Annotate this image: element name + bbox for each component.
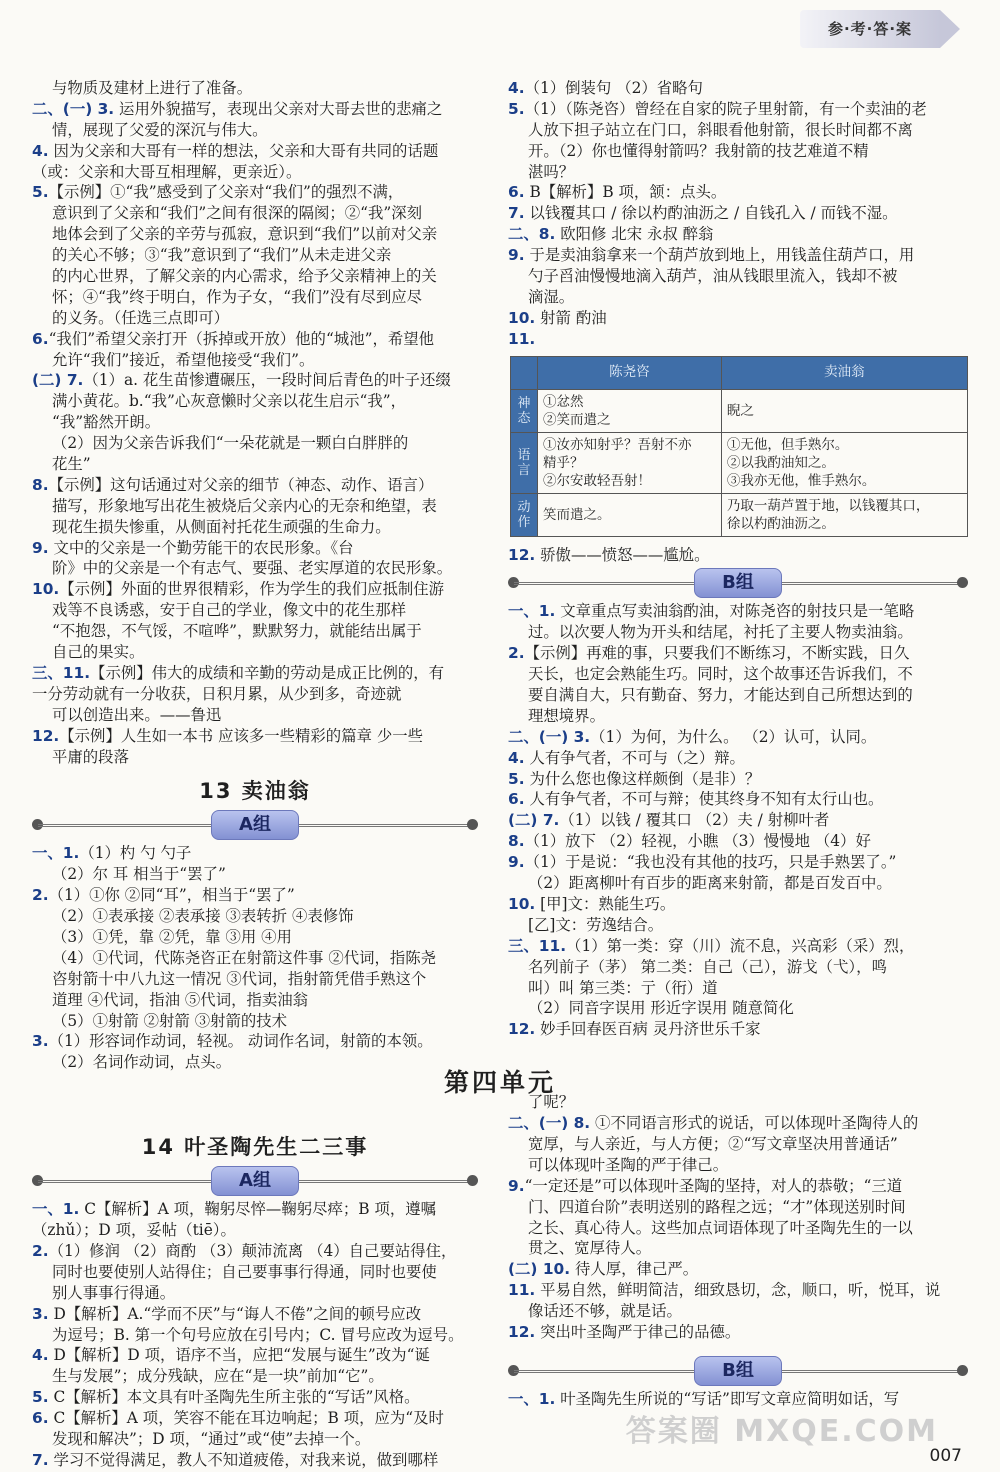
answer-line: 天长，也定会熟能生巧。同时，这个故事还告诉我们，不 (528, 665, 913, 684)
answer-line: 的义务。（任选三点即可） (52, 308, 229, 327)
answer-line: 宽厚，与人亲近，与人方便；②“写文章坚决用普通话” (528, 1134, 898, 1153)
table-cell-line: ②笑而遣之 (543, 411, 611, 428)
section-14-answers (32, 1199, 478, 1471)
right-answers-mid (508, 545, 968, 566)
table-cell (721, 432, 967, 493)
answer-line: （2）名词作动词，点头。 (52, 1053, 232, 1072)
table-row (511, 432, 968, 493)
answer-line: （5）①射箭 ②射箭 ③射箭的技术 (52, 1011, 288, 1030)
right-answers-bottom (508, 1092, 968, 1343)
table-cell (721, 389, 967, 432)
answer-line: 12. 妙手回春医百病 灵丹济世乐千家 (508, 1020, 761, 1039)
answer-line: 10. 射箭 酌油 (508, 308, 607, 327)
answer-line: 的关心不够；③“我”意识到了“我们”从未走进父亲 (52, 246, 392, 265)
right-column (508, 78, 968, 1410)
answer-line: 6. 人有争气者，不可与辩；使其终身不知有太行山也。 (508, 790, 884, 809)
answer-line: 9.“一定还是”可以体现叶圣陶的坚持，对人的恭敬；“三道 (508, 1176, 903, 1195)
table-row-label: 语言 (511, 432, 538, 493)
watermark: 答案圈 MXQE.COM (625, 1414, 938, 1449)
answer-line: (二) 7.（1）a. 花生苗惨遭碾压，一段时间后青色的叶子还缀 (32, 371, 451, 390)
answer-line: “不抱怨，不气馁，不喧哗”，默默努力，就能结出属于 (52, 622, 422, 641)
answer-line: 的内心世界，了解父亲的内心需求，给予父亲精神上的关 (52, 267, 437, 286)
answer-line: 7. 以钱覆其口 / 徐以杓酌油沥之 / 自钱孔入 / 而钱不湿。 (508, 204, 898, 223)
answer-line: （2）距离柳叶有百步的距离来射箭，都是百发百中。 (528, 874, 892, 893)
answer-line: 5. 为什么您也像这样颇倒（是非）？ (508, 769, 761, 788)
unit-title: 第四单元 (443, 1068, 556, 1097)
table-cell-line: 笑而遣之。 (543, 506, 611, 523)
answer-line: 12. 突出叶圣陶严于律己的品德。 (508, 1322, 741, 1341)
section-13-answers (32, 843, 478, 1073)
answer-line: 三、11.（1）第一类：穿（川）流不息，兴高彩（采）烈， (508, 936, 915, 955)
answer-line: 9.（1）于是说：“我也没有其他的技巧，只是手熟罢了。” (508, 853, 897, 872)
answer-line: 理想境界。 (528, 706, 605, 725)
answer-line: (二) 10. 待人厚，律己严。 (508, 1260, 699, 1279)
left-column (32, 78, 478, 1471)
table-cell-line: 徐以杓酌油沥之。 (726, 515, 835, 532)
answer-line: 与物质及建材上进行了准备。 (52, 79, 253, 97)
answer-line: 12. 骄傲——愤怒——尴尬。 (508, 545, 710, 564)
answer-line: （4）①代词，代陈尧咨正在射箭这件事 ②代词，指陈尧 (52, 948, 437, 967)
answer-line: 2.【示例】再难的事，只要我们不断练习，不断实践，日久 (508, 644, 910, 663)
table-row-label: 神态 (511, 389, 538, 432)
answer-line: 5. C【解析】本文具有叶圣陶先生所主张的“写话”风格。 (32, 1388, 420, 1407)
header-arrow-icon (940, 10, 960, 48)
answer-line: 花生” (52, 455, 91, 474)
table-cell-line: 睨之 (726, 402, 754, 419)
answer-line: 道理 ④代词，指油 ⑤代词，指卖油翁 (52, 990, 309, 1009)
character-comparison-table (510, 356, 968, 537)
answer-line: 可以体现叶圣陶的严于律己。 (528, 1155, 729, 1174)
answer-line: 可以创造出来。——鲁迅 (52, 705, 222, 724)
answer-line: 戏等不良诱惑，安于自己的学业，像文中的花生那样 (52, 601, 406, 620)
table-cell-line: ②尔安敢轻吾射！ (543, 472, 651, 489)
answer-line: 2.（1）修润 （2）商酌 （3）颠沛流离 （4）自己要站得住， (32, 1241, 457, 1260)
answer-line: 8.（1）放下 （2）轻视，小瞧 （3）慢慢地 （4）好 (508, 832, 871, 851)
answer-line: 4. 人有争气者，不可与（之）辩。 (508, 748, 745, 767)
table-cell-line: ③我亦无他，惟手熟尔。 (726, 472, 876, 489)
answer-line: （2）同音字误用 形近字误用 随意简化 (528, 999, 794, 1018)
answer-line: 二、8. 欧阳修 北宋 永叔 醉翁 (508, 225, 714, 244)
answer-line: 了呢？ (528, 1093, 575, 1112)
table-corner (511, 356, 538, 389)
answer-line: 三、11.【示例】伟大的成绩和辛勤的劳动是成正比例的，有 (32, 663, 445, 682)
table-cell (538, 493, 722, 536)
group-b-label: B组 (694, 1356, 782, 1386)
section-14-title: 14 叶圣陶先生二三事 (141, 1135, 369, 1160)
page-number: 007 (929, 1446, 962, 1466)
answer-line: 阶》中的父亲是一个有志气、要强、老实厚道的农民形象。 (52, 559, 453, 578)
answer-line: 3. D【解析】A.“学而不厌”与“诲人不倦”之间的顿号应改 (32, 1304, 422, 1323)
answer-line: 满小黄花。b.“我”心灰意懒时父亲以花生启示“我”， (52, 392, 407, 411)
answer-line: 意识到了父亲和“我们”之间有很深的隔阂；②“我”深刻 (52, 204, 423, 223)
answer-line: 10. [甲]文：熟能生巧。 (508, 894, 676, 913)
answer-line: 要自满自大，只有勤奋、努力，才能达到自己所想达到的 (528, 686, 913, 705)
right-answers-top (508, 78, 968, 350)
table-cell-line: ①无他，但手熟尔。 (726, 436, 849, 453)
answer-line: 5.【示例】①“我”感受到了父亲对“我们”的强烈不满， (32, 183, 404, 202)
answer-line: 贯之、宽厚待人。 (528, 1239, 652, 1258)
answer-line: 名列前子（茅） 第二类：自己（己），游戈（弋），鸣 (528, 957, 887, 976)
answer-line: 过。以次要人物为开头和结尾，衬托了主要人物卖油翁。 (528, 623, 913, 642)
answer-line: 9. 文中的父亲是一个勤劳能干的农民形象。《台 (32, 538, 354, 557)
table-row-label: 动作 (511, 493, 538, 536)
answer-line: 二、(一) 8. ①不同语言形式的说话，可以体现叶圣陶待人的 (508, 1114, 919, 1133)
table-cell-line: ①忿然 (543, 393, 584, 410)
answer-line: 一、1. 叶圣陶先生所说的“写话”即写文章应简明如话，写 (508, 1389, 900, 1408)
answer-line: 滴湿。 (528, 287, 575, 306)
bullet-dot-icon (957, 1365, 968, 1376)
answer-line: 发现和解决”；D 项，“通过”或“使”去掉一个。 (52, 1429, 371, 1448)
table-header-chen: 陈尧咨 (538, 356, 722, 389)
answer-line: 一、1. C【解析】A 项，鞠躬尽悴—鞠躬尽瘁；B 项，遵嘱 (32, 1200, 437, 1219)
table-cell-line: 精乎？ (543, 454, 584, 471)
group-b-bar (508, 567, 968, 597)
bullet-dot-icon (957, 577, 968, 588)
answer-line: 同时也要使别人站得住；自己要事事行得通，同时也要使 (52, 1262, 437, 1281)
table-cell (538, 432, 722, 493)
answer-line: 别人事事行得通。 (52, 1283, 176, 1302)
answer-line: 像话还不够，就是话。 (528, 1302, 682, 1321)
bullet-dot-icon (467, 819, 478, 830)
bullet-dot-icon (467, 1175, 478, 1186)
table-cell-line: 乃取一葫芦置于地，以钱覆其口， (726, 497, 930, 514)
table-header-oilman: 卖油翁 (721, 356, 967, 389)
group-a-bar (32, 1165, 478, 1195)
answer-line: 现花生损失惨重，从侧面衬托花生顽强的生命力。 (52, 517, 391, 536)
answer-line: 6. C【解析】A 项，笑容不能在耳边响起；B 项，应为“及时 (32, 1409, 444, 1428)
table-cell (721, 493, 967, 536)
answer-line: 二、(一) 3. 运用外貌描写，表现出父亲对大哥去世的悲痛之 (32, 99, 443, 118)
answer-line: 情，展现了父爱的深沉与伟大。 (52, 120, 268, 139)
answer-line: 5.（1）（陈尧咨）曾经在自家的院子里射箭，有一个卖油的老 (508, 99, 927, 118)
answer-line: 地体会到了父亲的辛劳与孤寂，意识到“我们”以前对父亲 (52, 225, 438, 244)
group-b-answers (508, 601, 968, 1040)
table-row (511, 389, 968, 432)
answer-line: （zhǔ）；D 项，妥帖（tiē）。 (32, 1221, 236, 1240)
answer-line: 允许“我们”接近，希望他接受“我们”。 (52, 350, 315, 369)
answer-line: 一分劳动就有一分收获，日积月累，从少到多，奇迹就 (32, 684, 402, 703)
header-label: 参·考·答·案 (800, 10, 940, 48)
answer-line: 12.【示例】人生如一本书 应该多一些精彩的篇章 少一些 (32, 726, 424, 745)
group-b-label: B组 (694, 568, 782, 598)
answer-line: 6. B【解析】B 项，颔：点头。 (508, 183, 727, 202)
answer-line: 二、(一) 3.（1）为何，为什么。 （2）认可，认同。 (508, 727, 877, 746)
answer-line: 之长、真心待人。这些加点词语体现了叶圣陶先生的一以 (528, 1218, 913, 1237)
answer-line: 3.（1）形容词作动词，轻视。 动词作名词，射箭的本领。 (32, 1032, 433, 1051)
group-a-bar (32, 809, 478, 839)
table-row (511, 493, 968, 536)
answer-line: （3）①凭，靠 ②凭，靠 ③用 ④用 (52, 927, 292, 946)
answer-line: 8.【示例】这句话通过对父亲的细节（神态、动作、语言） (32, 475, 434, 494)
left-answers-top (32, 78, 478, 767)
answer-line: （2）因为父亲告诉我们“一朵花就是一颗白白胖胖的 (52, 434, 409, 453)
answer-line: （或：父亲和大哥互相理解，更亲近）。 (32, 162, 302, 181)
group-a-label: A组 (211, 810, 299, 840)
answer-line: 2.（1）①你 ②同“耳”，相当于“罢了” (32, 886, 295, 905)
answer-line: 11. 平易自然，鲜明简洁，细致恳切，念，顺口，听，悦耳，说 (508, 1281, 941, 1300)
answer-line: 一、1.（1）杓 勺 勺子 (32, 844, 192, 863)
answer-line: 4. 因为父亲和大哥有一样的想法，父亲和大哥有共同的话题 (32, 141, 439, 160)
answer-line: [乙]文：劳逸结合。 (528, 915, 664, 934)
answer-line: （2）尔 耳 相当于“罢了” (52, 865, 226, 884)
answer-line: 10.【示例】外面的世界很精彩，作为学生的我们应抵制住游 (32, 580, 445, 599)
answer-line: 6.“我们”希望父亲打开（拆掉或开放）他的“城池”，希望他 (32, 329, 435, 348)
page-header (0, 0, 1000, 60)
section-13-title: 13 卖油翁 (199, 779, 311, 804)
group-a-label: A组 (211, 1166, 299, 1196)
answer-line: 11. (508, 329, 536, 348)
table-cell-line: ②以我酌油知之。 (726, 454, 835, 471)
answer-line: 4.（1）倒装句 （2）省略句 (508, 79, 703, 97)
answer-line: 咨射箭十中八九这一情况 ③代词，指射箭凭借手熟这个 (52, 969, 427, 988)
answer-line: 湛吗？ (528, 162, 575, 181)
table-cell-line: ①汝亦知射乎？吾射不亦 (543, 436, 692, 453)
answer-line: （2）①表承接 ②表承接 ③表转折 ④表修饰 (52, 907, 354, 926)
answer-line: 叫）叫 第三类：亍（衎）道 (528, 978, 718, 997)
answer-line: “我”豁然开朗。 (52, 413, 161, 432)
answer-line: 门、四道台阶”表明送别的路程之远；“才”体现送别时间 (528, 1197, 906, 1216)
answer-line: 开。（2）你也懂得射箭吗？我射箭的技艺难道不精 (528, 141, 869, 160)
answer-line: 怀；④“我”终于明白，作为子女，“我们”没有尽到应尽 (52, 287, 423, 306)
answer-line: 自己的果实。 (52, 643, 145, 662)
answer-line: 人放下担子站立在门口，斜眼看他射箭，很长时间都不离 (528, 120, 913, 139)
answer-line: 勺子舀油慢慢地滴入葫芦，油从钱眼里流入，钱却不被 (528, 267, 898, 286)
answer-line: 为逗号；B. 第一个句号应放在引号内；C. 冒号应改为逗号。 (52, 1325, 464, 1344)
answer-line: 平庸的段落 (52, 747, 129, 766)
answer-line: 描写，形象地写出花生被烧后父亲内心的无奈和绝望，表 (52, 496, 437, 515)
answer-line: (二) 7.（1）以钱 / 覆其口 （2）夫 / 射柳叶者 (508, 811, 830, 830)
answer-line: 一、1. 文章重点写卖油翁酌油，对陈尧咨的射技只是一笔略 (508, 602, 915, 621)
answer-line: 生与发展”；成分残缺，应在“是一块”前加“它”。 (52, 1367, 384, 1386)
answer-line: 4. D【解析】D 项，语序不当，应把“发展与诞生”改为“诞 (32, 1346, 430, 1365)
group-b-bar (508, 1355, 968, 1385)
answer-line: 9. 于是卖油翁拿来一个葫芦放到地上，用钱盖住葫芦口，用 (508, 246, 915, 265)
table-cell (538, 389, 722, 432)
answer-line: 7. 学习不觉得满足，教人不知道疲倦，对我来说，做到哪样 (32, 1450, 439, 1469)
